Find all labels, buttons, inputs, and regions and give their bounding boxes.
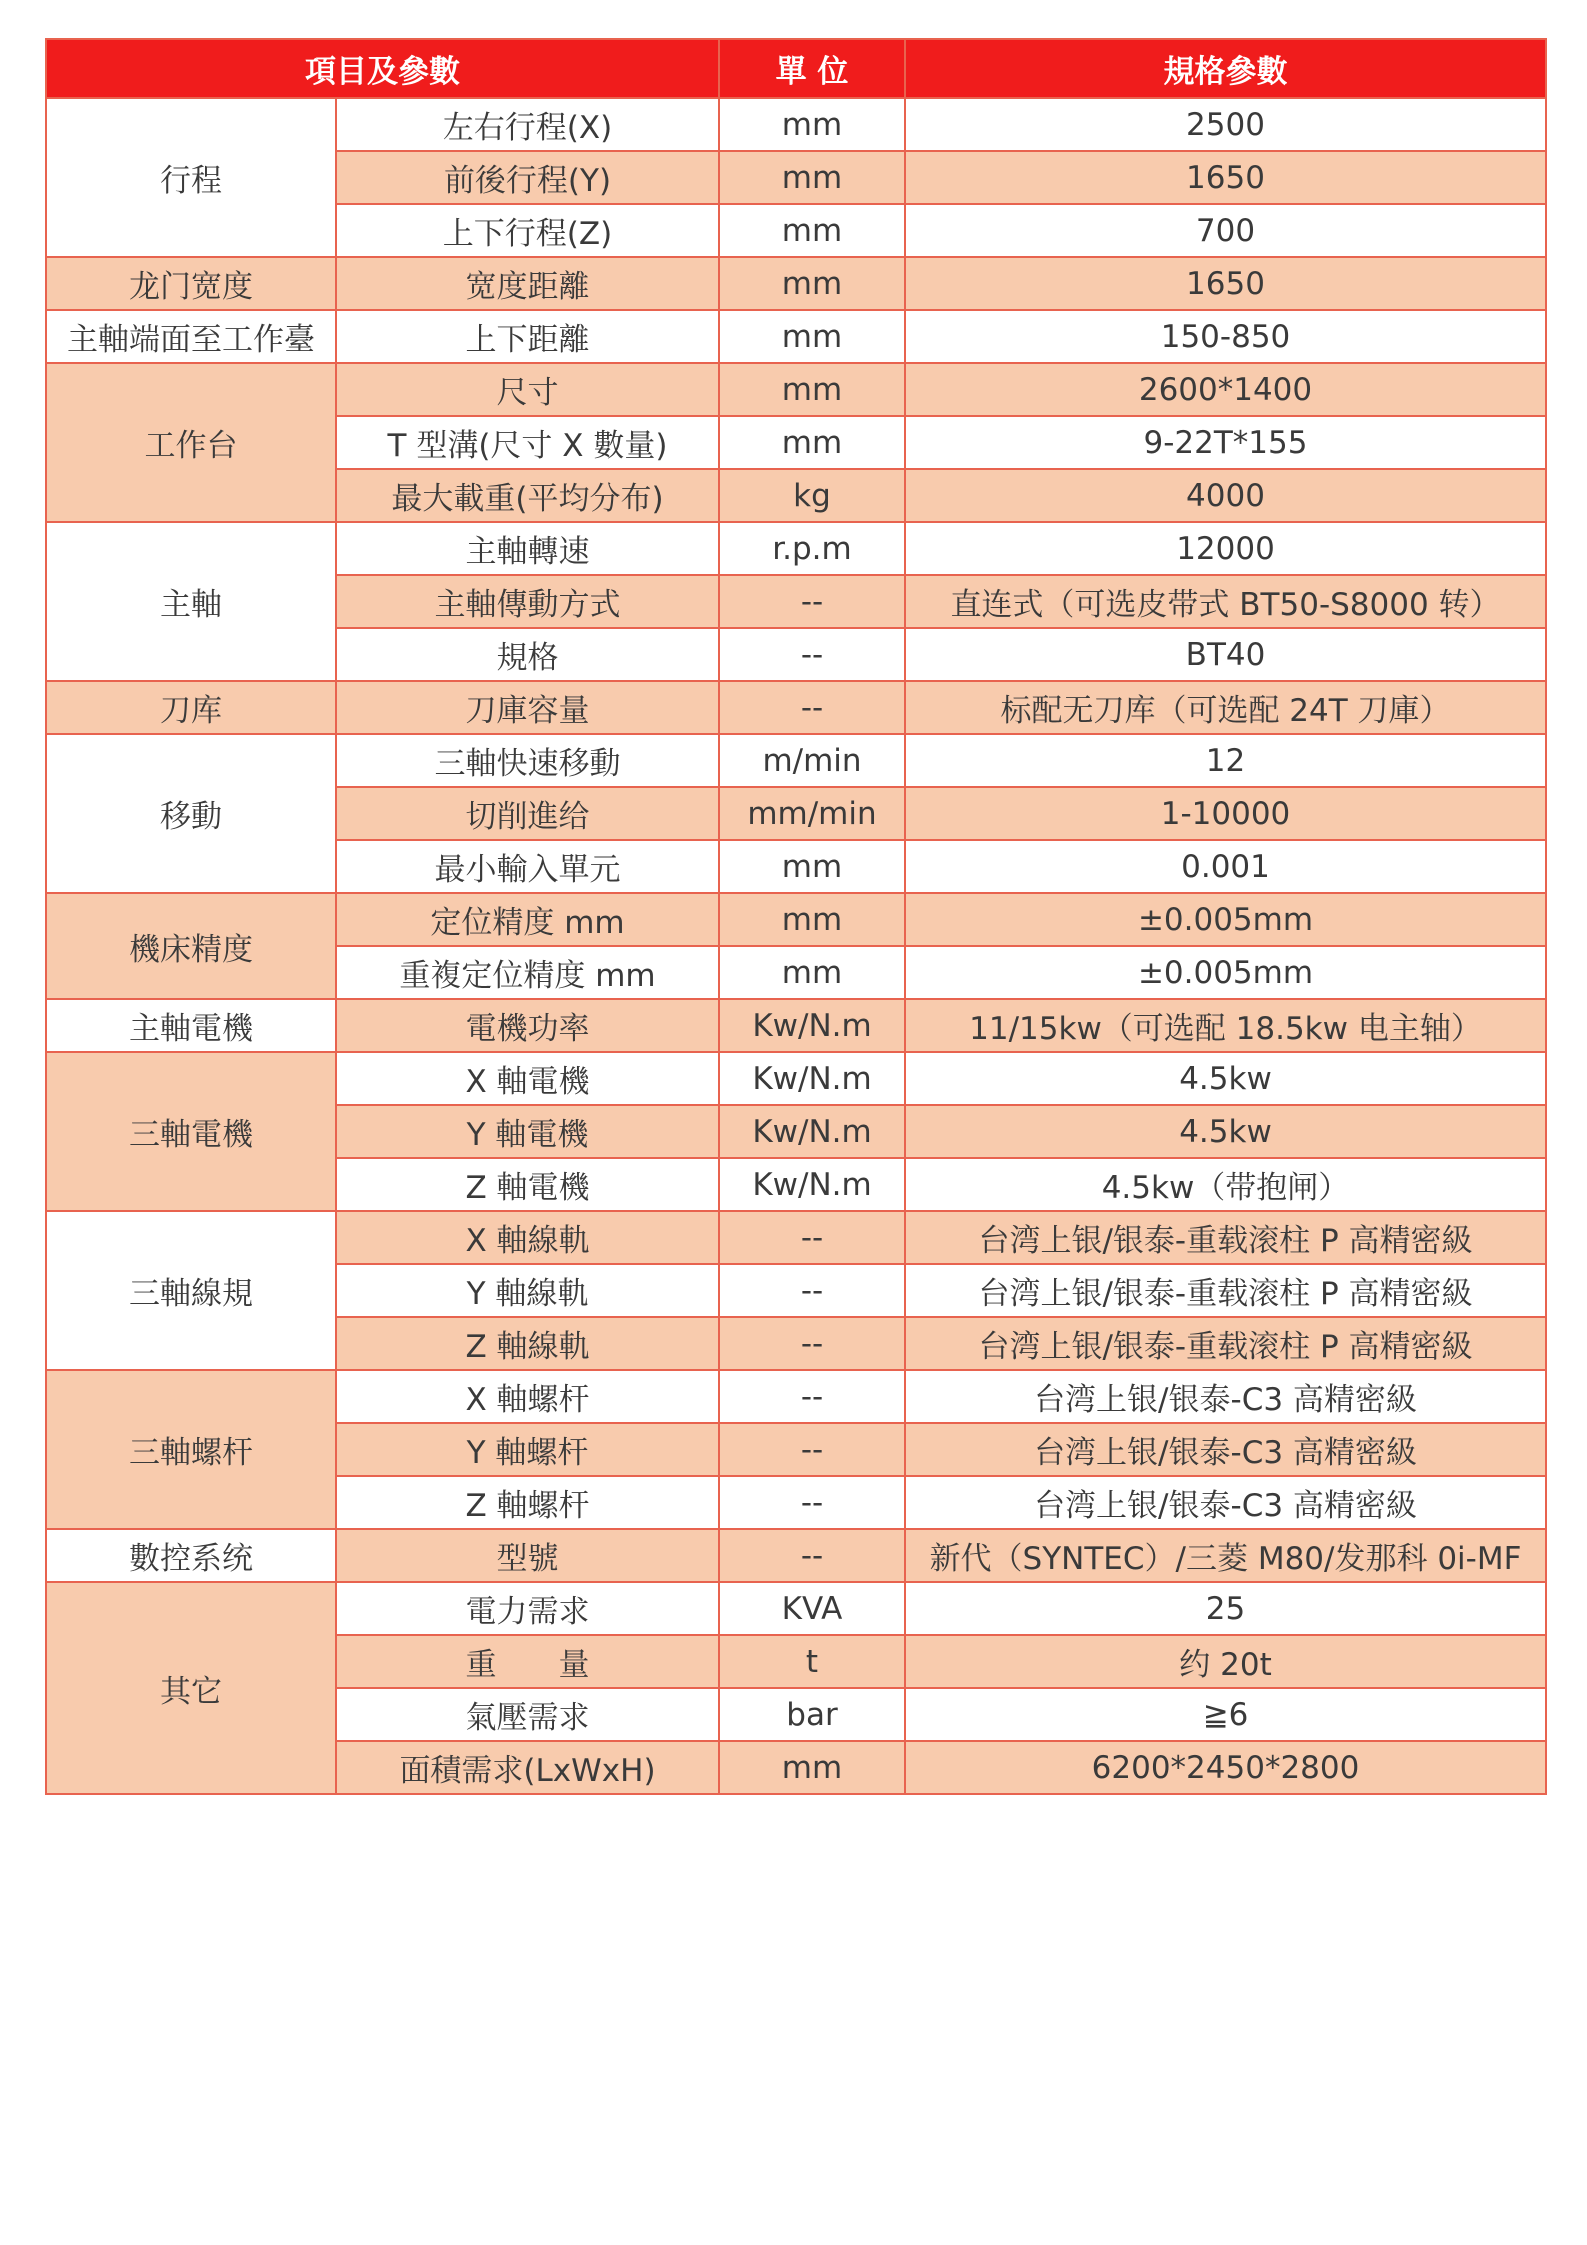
value-cell: 新代（SYNTEC）/三菱 M80/发那科 0i-MF: [905, 1529, 1546, 1582]
value-cell: 9-22T*155: [905, 416, 1546, 469]
param-cell: Z 軸螺杆: [336, 1476, 719, 1529]
table-row: [46, 98, 1546, 151]
unit-cell: mm: [719, 310, 905, 363]
value-cell: 台湾上银/银泰-重载滚柱 P 高精密級: [905, 1211, 1546, 1264]
group-label: 工作台: [46, 363, 336, 522]
group-label: 數控系统: [46, 1529, 336, 1582]
param-cell: 重複定位精度 mm: [336, 946, 719, 999]
unit-cell: Kw/N.m: [719, 1052, 905, 1105]
param-cell: 規格: [336, 628, 719, 681]
value-cell: 台湾上银/银泰-C3 高精密級: [905, 1370, 1546, 1423]
value-cell: 标配无刀库（可选配 24T 刀庫）: [905, 681, 1546, 734]
param-cell: 上下行程(Z): [336, 204, 719, 257]
unit-cell: bar: [719, 1688, 905, 1741]
value-cell: 直连式（可选皮带式 BT50-S8000 转）: [905, 575, 1546, 628]
table-row: [46, 257, 1546, 310]
param-cell: 尺寸: [336, 363, 719, 416]
value-cell: 1650: [905, 151, 1546, 204]
unit-cell: --: [719, 1370, 905, 1423]
unit-cell: mm: [719, 151, 905, 204]
table-row: [46, 1370, 1546, 1423]
value-cell: 700: [905, 204, 1546, 257]
unit-cell: mm: [719, 893, 905, 946]
value-cell: 12000: [905, 522, 1546, 575]
group-label: 其它: [46, 1582, 336, 1794]
unit-cell: --: [719, 1529, 905, 1582]
group-label: 主軸: [46, 522, 336, 681]
value-cell: BT40: [905, 628, 1546, 681]
unit-cell: Kw/N.m: [719, 999, 905, 1052]
value-cell: 约 20t: [905, 1635, 1546, 1688]
param-cell: Y 軸螺杆: [336, 1423, 719, 1476]
param-cell: X 軸電機: [336, 1052, 719, 1105]
unit-cell: mm: [719, 946, 905, 999]
param-cell: 最小輸入單元: [336, 840, 719, 893]
unit-cell: mm: [719, 416, 905, 469]
group-label: 三軸線規: [46, 1211, 336, 1370]
value-cell: 25: [905, 1582, 1546, 1635]
param-cell: Y 軸電機: [336, 1105, 719, 1158]
param-cell: 三軸快速移動: [336, 734, 719, 787]
unit-cell: --: [719, 1476, 905, 1529]
param-cell: 前後行程(Y): [336, 151, 719, 204]
unit-cell: mm: [719, 1741, 905, 1794]
header-unit: 單 位: [719, 39, 905, 98]
table-row: [46, 310, 1546, 363]
unit-cell: r.p.m: [719, 522, 905, 575]
unit-cell: Kw/N.m: [719, 1105, 905, 1158]
header-item: 項目及參數: [46, 39, 719, 98]
unit-cell: --: [719, 1423, 905, 1476]
header-spec: 規格參數: [905, 39, 1546, 98]
param-cell: 定位精度 mm: [336, 893, 719, 946]
unit-cell: Kw/N.m: [719, 1158, 905, 1211]
value-cell: 11/15kw（可选配 18.5kw 电主轴）: [905, 999, 1546, 1052]
unit-cell: mm/min: [719, 787, 905, 840]
table-row: [46, 734, 1546, 787]
table-row: [46, 1529, 1546, 1582]
value-cell: 1-10000: [905, 787, 1546, 840]
param-cell: 上下距離: [336, 310, 719, 363]
param-cell: 左右行程(X): [336, 98, 719, 151]
unit-cell: mm: [719, 257, 905, 310]
value-cell: 12: [905, 734, 1546, 787]
value-cell: ±0.005mm: [905, 893, 1546, 946]
value-cell: 150-850: [905, 310, 1546, 363]
unit-cell: mm: [719, 98, 905, 151]
value-cell: 台湾上银/银泰-重载滚柱 P 高精密級: [905, 1264, 1546, 1317]
value-cell: 2600*1400: [905, 363, 1546, 416]
param-cell: T 型溝(尺寸 X 數量): [336, 416, 719, 469]
param-cell: 切削進给: [336, 787, 719, 840]
param-cell: 最大載重(平均分布): [336, 469, 719, 522]
unit-cell: mm: [719, 840, 905, 893]
unit-cell: --: [719, 1317, 905, 1370]
group-label: 主軸電機: [46, 999, 336, 1052]
param-cell: 主軸傳動方式: [336, 575, 719, 628]
value-cell: 台湾上银/银泰-重载滚柱 P 高精密級: [905, 1317, 1546, 1370]
value-cell: 台湾上银/银泰-C3 高精密級: [905, 1423, 1546, 1476]
group-label: 主軸端面至工作臺: [46, 310, 336, 363]
table-row: [46, 893, 1546, 946]
unit-cell: m/min: [719, 734, 905, 787]
table-body: [46, 98, 1546, 1794]
table-row: [46, 999, 1546, 1052]
group-label: 三軸電機: [46, 1052, 336, 1211]
unit-cell: mm: [719, 363, 905, 416]
param-cell: X 軸線軌: [336, 1211, 719, 1264]
value-cell: ±0.005mm: [905, 946, 1546, 999]
param-cell: 電機功率: [336, 999, 719, 1052]
group-label: 移動: [46, 734, 336, 893]
param-cell: 重 量: [336, 1635, 719, 1688]
param-cell: 型號: [336, 1529, 719, 1582]
group-label: 行程: [46, 98, 336, 257]
unit-cell: mm: [719, 204, 905, 257]
param-cell: X 軸螺杆: [336, 1370, 719, 1423]
param-cell: 面積需求(LxWxH): [336, 1741, 719, 1794]
value-cell: ≧6: [905, 1688, 1546, 1741]
param-cell: 主軸轉速: [336, 522, 719, 575]
unit-cell: kg: [719, 469, 905, 522]
table-row: [46, 522, 1546, 575]
value-cell: 台湾上银/银泰-C3 高精密級: [905, 1476, 1546, 1529]
value-cell: 2500: [905, 98, 1546, 151]
group-label: 刀库: [46, 681, 336, 734]
unit-cell: --: [719, 628, 905, 681]
table-row: [46, 681, 1546, 734]
value-cell: 4.5kw（带抱闸）: [905, 1158, 1546, 1211]
param-cell: 電力需求: [336, 1582, 719, 1635]
group-label: 三軸螺杆: [46, 1370, 336, 1529]
table-row: [46, 1211, 1546, 1264]
param-cell: 宽度距離: [336, 257, 719, 310]
value-cell: 6200*2450*2800: [905, 1741, 1546, 1794]
value-cell: 4.5kw: [905, 1105, 1546, 1158]
group-label: 機床精度: [46, 893, 336, 999]
table-row: [46, 363, 1546, 416]
param-cell: Z 軸電機: [336, 1158, 719, 1211]
unit-cell: --: [719, 681, 905, 734]
spec-table: [45, 38, 1547, 1795]
unit-cell: --: [719, 575, 905, 628]
value-cell: 4000: [905, 469, 1546, 522]
unit-cell: KVA: [719, 1582, 905, 1635]
group-label: 龙门宽度: [46, 257, 336, 310]
value-cell: 1650: [905, 257, 1546, 310]
param-cell: 氣壓需求: [336, 1688, 719, 1741]
table-row: [46, 1582, 1546, 1635]
unit-cell: --: [719, 1264, 905, 1317]
unit-cell: --: [719, 1211, 905, 1264]
table-header-row: [46, 39, 1546, 98]
value-cell: 4.5kw: [905, 1052, 1546, 1105]
table-row: [46, 1052, 1546, 1105]
param-cell: Y 軸線軌: [336, 1264, 719, 1317]
param-cell: 刀庫容量: [336, 681, 719, 734]
unit-cell: t: [719, 1635, 905, 1688]
value-cell: 0.001: [905, 840, 1546, 893]
param-cell: Z 軸線軌: [336, 1317, 719, 1370]
